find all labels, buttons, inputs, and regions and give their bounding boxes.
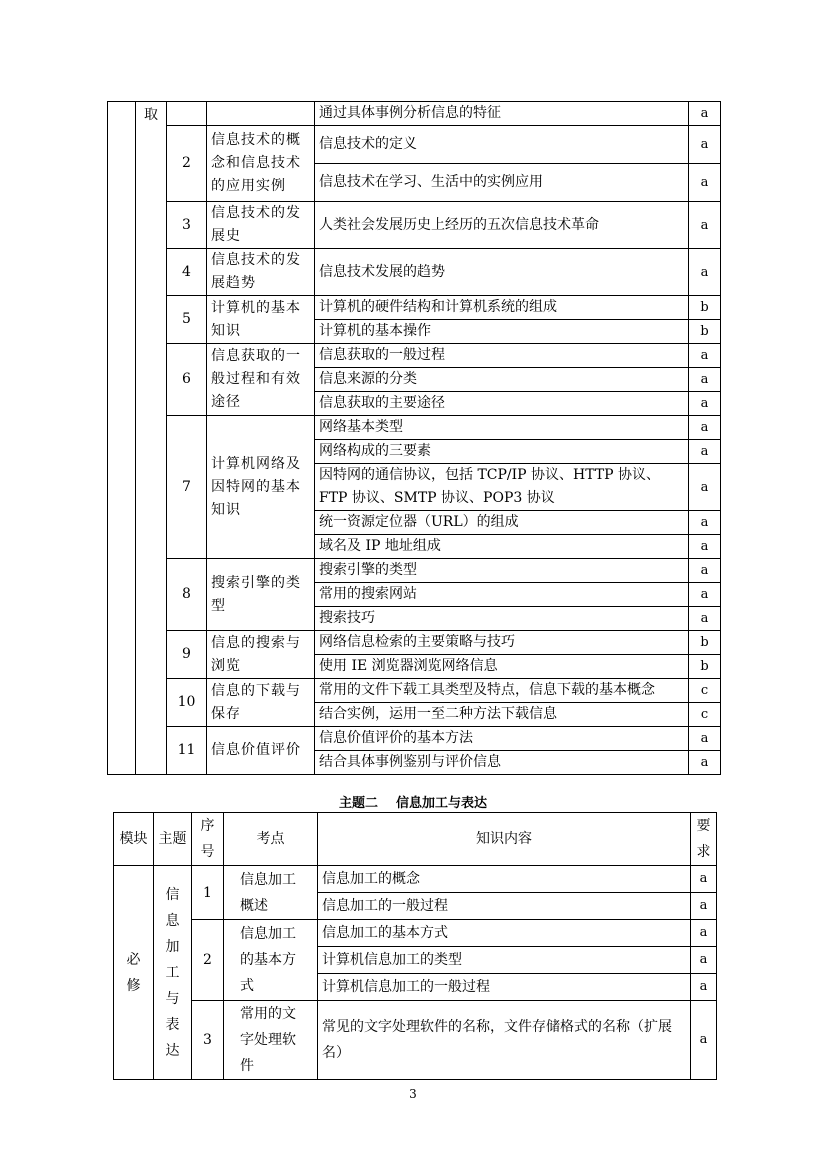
topic-cell: 常用的文字处理软件 <box>224 1001 318 1080</box>
theme-fragment: 取 <box>144 107 158 123</box>
section-name: 信息加工与表达 <box>396 796 488 811</box>
num-cell <box>167 102 207 126</box>
content-cell: 信息加工的基本方式 <box>318 920 691 947</box>
requirement-cell: a <box>689 511 721 535</box>
table-row <box>108 202 721 249</box>
requirement-cell: a <box>689 416 721 440</box>
content-cell: 计算机的硬件结构和计算机系统的组成 <box>315 296 689 320</box>
requirement-cell: a <box>691 1001 717 1080</box>
requirement-cell: a <box>691 866 717 893</box>
topic-cell: 信息获取的一般过程和有效途径 <box>207 344 315 416</box>
content-cell: 结合具体事例鉴别与评价信息 <box>315 751 689 775</box>
requirement-cell: b <box>689 296 721 320</box>
num-cell: 10 <box>167 679 207 727</box>
content-cell: 计算机信息加工的一般过程 <box>318 974 691 1001</box>
requirement-cell: c <box>689 703 721 727</box>
topic-cell: 信息价值评价 <box>207 727 315 775</box>
knowledge-table-theme-2 <box>113 812 717 1080</box>
table-row <box>108 296 721 320</box>
requirement-cell: a <box>689 751 721 775</box>
topic-cell: 搜索引擎的类型 <box>207 559 315 631</box>
content-cell: 使用 IE 浏览器浏览网络信息 <box>315 655 689 679</box>
content-cell: 人类社会发展历史上经历的五次信息技术革命 <box>315 202 689 249</box>
content-cell: 域名及 IP 地址组成 <box>315 535 689 559</box>
content-cell: 常用的搜索网站 <box>315 583 689 607</box>
content-cell: 网络信息检索的主要策略与技巧 <box>315 631 689 655</box>
table-row <box>108 249 721 296</box>
topic-cell: 信息的下载与保存 <box>207 679 315 727</box>
requirement-cell: b <box>689 320 721 344</box>
header-requirement: 要求 <box>691 813 717 866</box>
content-cell: 信息技术在学习、生活中的实例应用 <box>315 164 689 202</box>
content-cell: 结合实例，运用一至二种方法下载信息 <box>315 703 689 727</box>
content-cell: 网络基本类型 <box>315 416 689 440</box>
requirement-cell: a <box>689 535 721 559</box>
content-cell: 通过具体事例分析信息的特征 <box>315 102 689 126</box>
content-cell: 计算机的基本操作 <box>315 320 689 344</box>
requirement-cell: a <box>689 202 721 249</box>
header-row <box>114 813 717 866</box>
requirement-cell: a <box>689 102 721 126</box>
requirement-cell: a <box>691 947 717 974</box>
table-row <box>108 344 721 368</box>
table-row <box>114 920 717 947</box>
section-title <box>0 792 826 811</box>
header-theme: 主题 <box>154 813 192 866</box>
content-cell: 常见的文字处理软件的名称，文件存储格式的名称（扩展名） <box>318 1001 691 1080</box>
num-cell: 1 <box>192 866 224 920</box>
module-cell: 必修 <box>114 866 154 1080</box>
num-cell: 2 <box>192 920 224 1001</box>
topic-cell <box>207 102 315 126</box>
requirement-cell: a <box>689 559 721 583</box>
num-cell: 8 <box>167 559 207 631</box>
requirement-cell: a <box>689 727 721 751</box>
requirement-cell: a <box>689 126 721 164</box>
content-cell: 信息来源的分类 <box>315 368 689 392</box>
topic-cell: 信息技术的发展史 <box>207 202 315 249</box>
num-cell: 9 <box>167 631 207 679</box>
header-module: 模块 <box>114 813 154 866</box>
section-label: 主题二 <box>338 796 378 811</box>
content-cell: 信息加工的概念 <box>318 866 691 893</box>
requirement-cell: b <box>689 655 721 679</box>
requirement-cell: a <box>689 344 721 368</box>
content-cell: 信息获取的主要途径 <box>315 392 689 416</box>
topic-cell: 信息技术的概念和信息技术的应用实例 <box>207 126 315 202</box>
theme-cell <box>136 102 167 775</box>
topic-cell: 信息的搜索与浏览 <box>207 631 315 679</box>
table-row <box>114 866 717 893</box>
content-cell: 统一资源定位器（URL）的组成 <box>315 511 689 535</box>
content-cell: 信息技术发展的趋势 <box>315 249 689 296</box>
requirement-cell: a <box>689 583 721 607</box>
header-content: 知识内容 <box>318 813 691 866</box>
requirement-cell: a <box>689 464 721 511</box>
page-number: 3 <box>409 1087 417 1101</box>
content-cell: 计算机信息加工的类型 <box>318 947 691 974</box>
knowledge-table-continued <box>107 101 721 775</box>
requirement-cell: a <box>689 392 721 416</box>
content-cell: 信息价值评价的基本方法 <box>315 727 689 751</box>
table-row <box>108 559 721 583</box>
content-cell: 常用的文件下载工具类型及特点，信息下载的基本概念 <box>315 679 689 703</box>
num-cell: 4 <box>167 249 207 296</box>
num-cell: 3 <box>192 1001 224 1080</box>
topic-cell: 计算机的基本知识 <box>207 296 315 344</box>
topic-cell: 信息加工的基本方式 <box>224 920 318 1001</box>
topic-cell: 信息技术的发展趋势 <box>207 249 315 296</box>
num-cell: 5 <box>167 296 207 344</box>
num-cell: 7 <box>167 416 207 559</box>
content-cell: 信息技术的定义 <box>315 126 689 164</box>
content-cell: 信息获取的一般过程 <box>315 344 689 368</box>
content-cell: 搜索技巧 <box>315 607 689 631</box>
topic-cell: 计算机网络及因特网的基本知识 <box>207 416 315 559</box>
table-row <box>114 1001 717 1080</box>
topic-cell: 信息加工概述 <box>224 866 318 920</box>
requirement-cell: a <box>691 893 717 920</box>
requirement-cell: a <box>689 164 721 202</box>
table-row <box>108 631 721 655</box>
header-topic: 考点 <box>224 813 318 866</box>
theme-cell: 信息加工与表达 <box>154 866 192 1080</box>
requirement-cell: c <box>689 679 721 703</box>
num-cell: 11 <box>167 727 207 775</box>
header-num: 序号 <box>192 813 224 866</box>
requirement-cell: a <box>689 368 721 392</box>
content-cell: 搜索引擎的类型 <box>315 559 689 583</box>
requirement-cell: a <box>691 920 717 947</box>
requirement-cell: a <box>691 974 717 1001</box>
table-row <box>108 416 721 440</box>
table-row <box>108 126 721 164</box>
content-cell: 网络构成的三要素 <box>315 440 689 464</box>
content-cell: 因特网的通信协议，包括 TCP/IP 协议、HTTP 协议、FTP 协议、SMTP 协议、POP3 协议 <box>315 464 689 511</box>
content-cell: 信息加工的一般过程 <box>318 893 691 920</box>
num-cell: 6 <box>167 344 207 416</box>
requirement-cell: a <box>689 249 721 296</box>
requirement-cell: b <box>689 631 721 655</box>
requirement-cell: a <box>689 440 721 464</box>
module-cell <box>108 102 136 775</box>
table-row <box>108 679 721 703</box>
num-cell: 2 <box>167 126 207 202</box>
requirement-cell: a <box>689 607 721 631</box>
num-cell: 3 <box>167 202 207 249</box>
table-row <box>108 727 721 751</box>
